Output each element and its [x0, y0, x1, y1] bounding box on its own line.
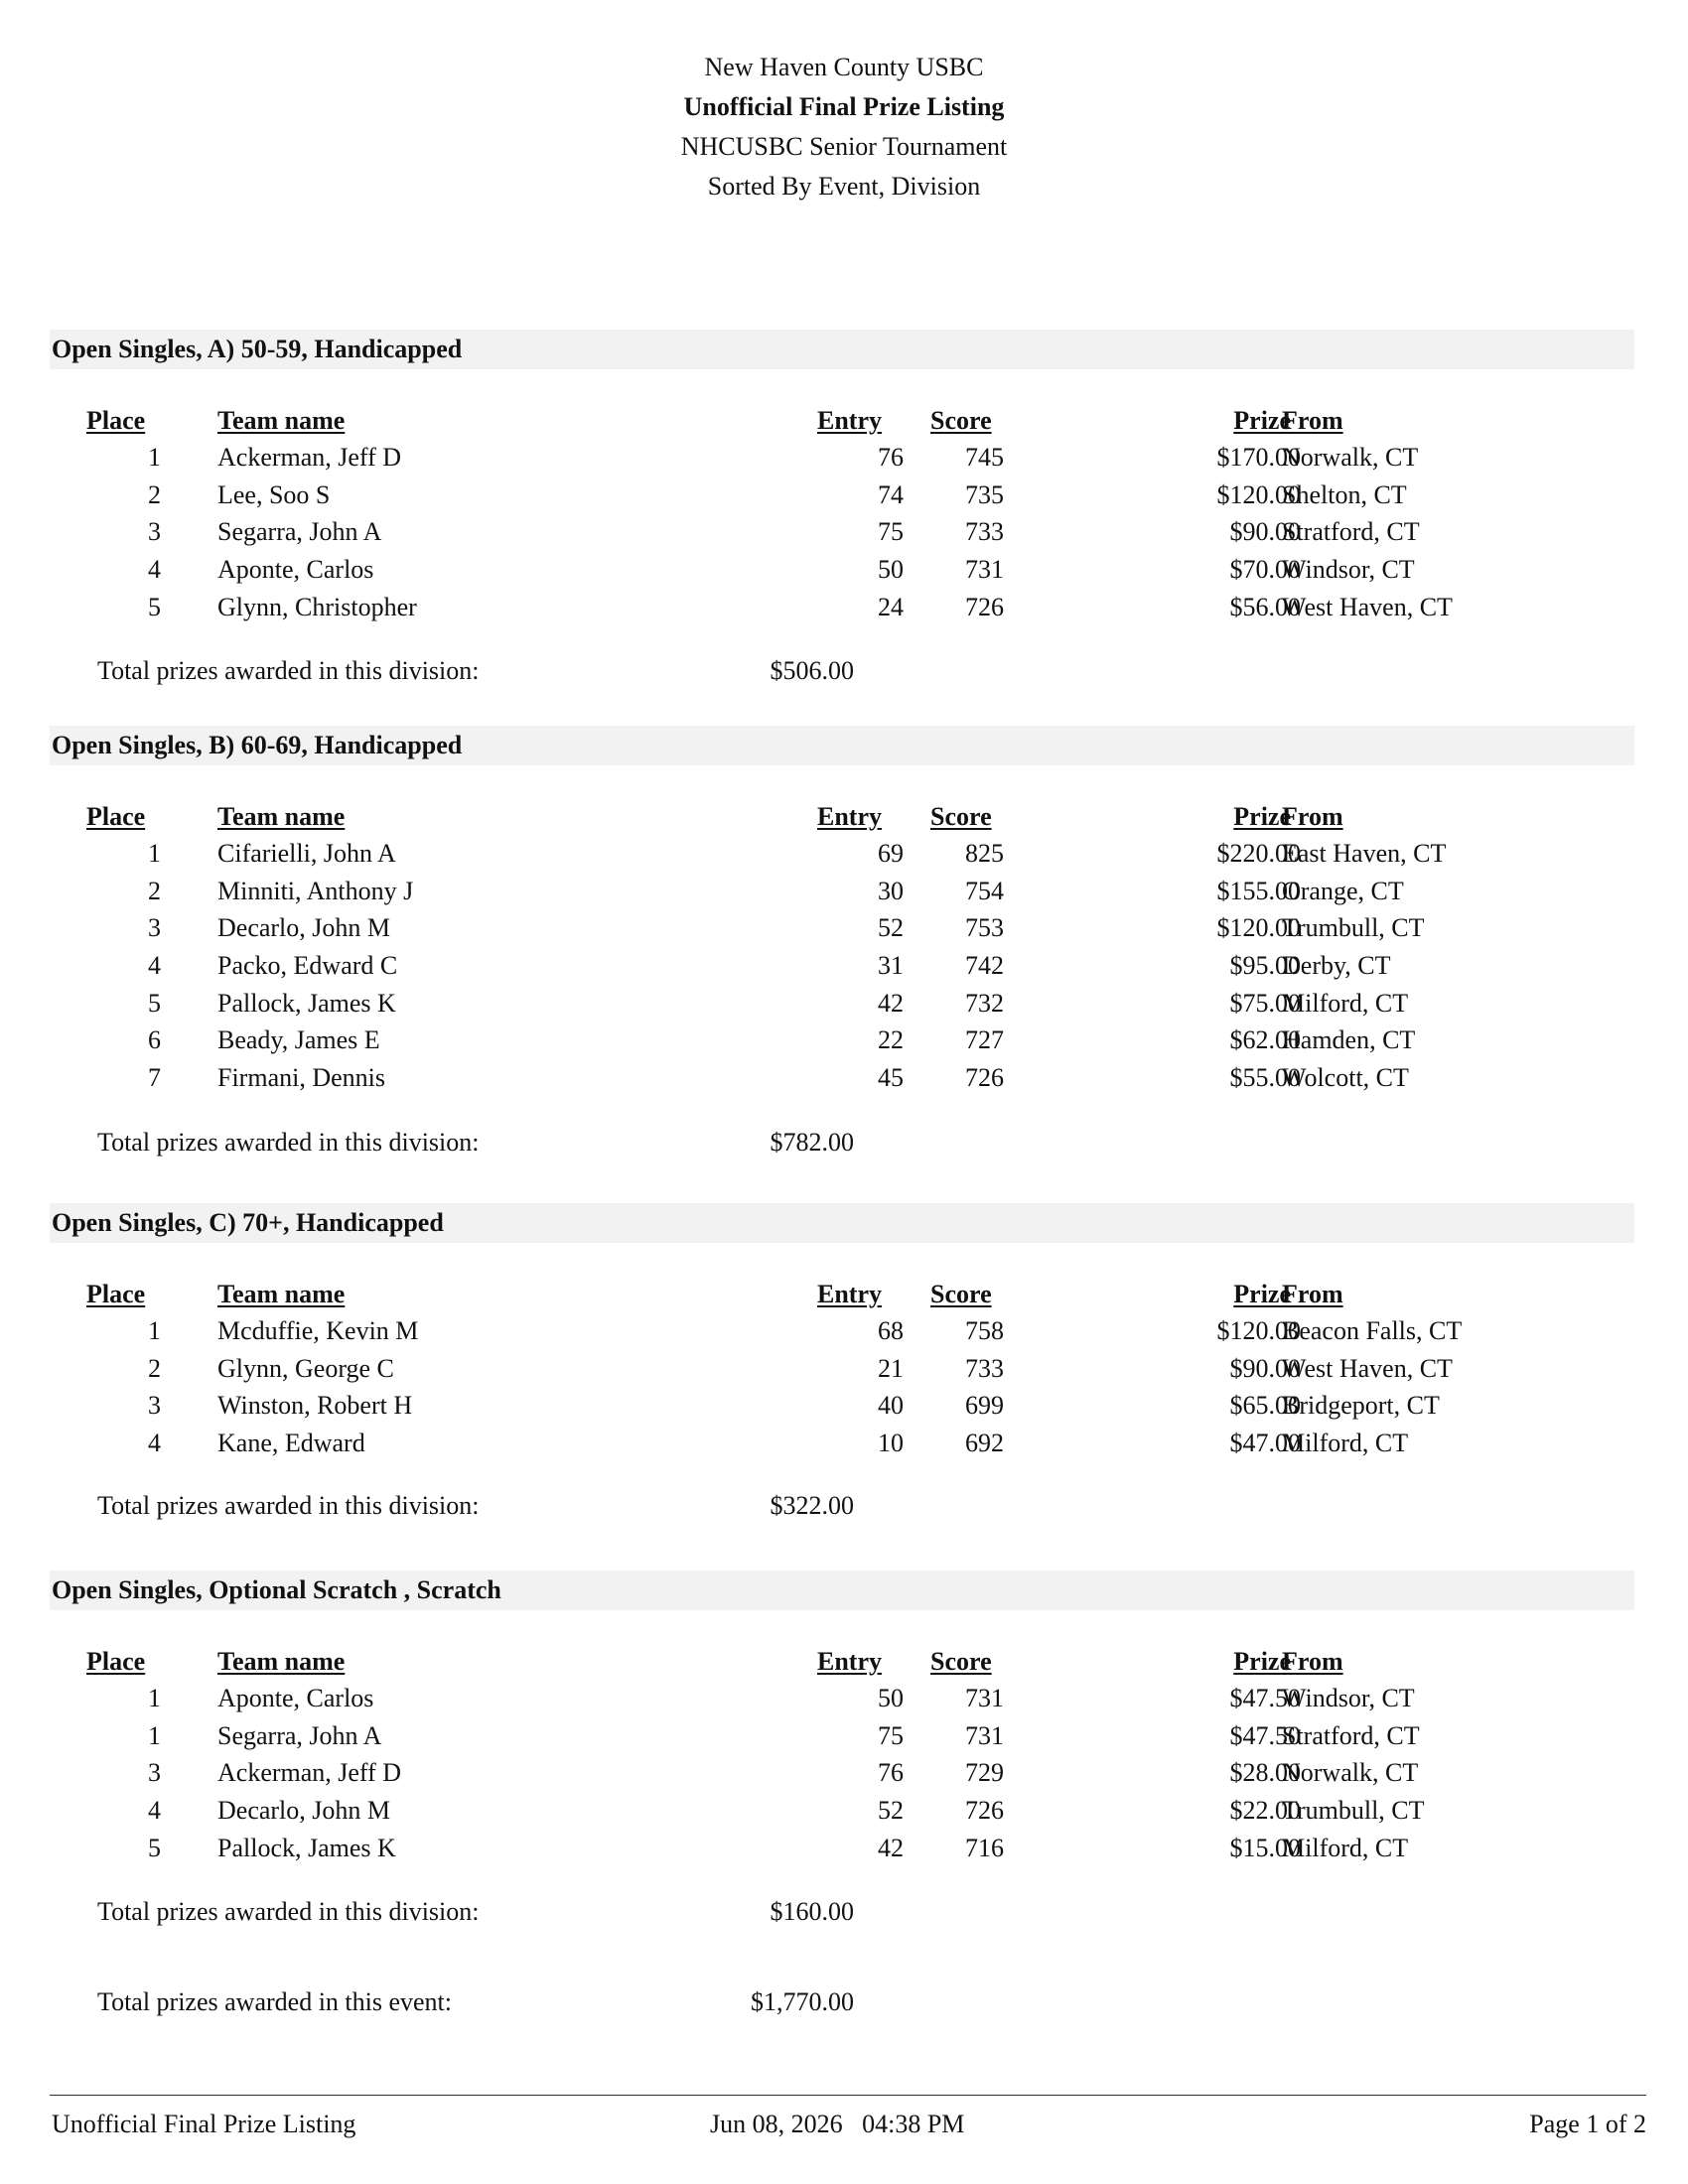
col-header-name: Team name	[217, 406, 346, 435]
name-cell: Glynn, George C	[217, 1353, 394, 1383]
prize-cell: $95.00	[1229, 951, 1301, 981]
prize-cell: $56.00	[1229, 592, 1301, 621]
place-cell: 4	[148, 1429, 161, 1458]
event-total-amount: $1,770.00	[751, 1987, 854, 2016]
result-row	[50, 1717, 1634, 1755]
prize-cell: $170.00	[1216, 443, 1301, 472]
col-header-prize: Prize	[1233, 406, 1291, 435]
score-cell: 745	[965, 443, 1004, 472]
place-cell: 4	[148, 1796, 161, 1826]
entry-cell: 22	[878, 1025, 904, 1055]
result-row	[50, 589, 1634, 626]
place-cell: 5	[148, 1833, 161, 1862]
prize-cell: $15.00	[1229, 1833, 1301, 1862]
from-cell: Milford, CT	[1282, 988, 1409, 1018]
from-cell: Windsor, CT	[1282, 1684, 1415, 1712]
result-row	[50, 947, 1634, 985]
score-cell: 726	[965, 592, 1004, 621]
division-total-amount: $782.00	[770, 1128, 854, 1157]
result-row	[50, 1059, 1634, 1097]
from-cell: Milford, CT	[1282, 1833, 1409, 1862]
result-rows	[50, 1312, 1634, 1462]
entry-cell: 24	[878, 592, 904, 621]
col-header-from: From	[1282, 802, 1343, 831]
from-cell: Wolcott, CT	[1282, 1063, 1409, 1093]
from-cell: Norwalk, CT	[1282, 1758, 1419, 1788]
prize-cell: $47.00	[1229, 1429, 1301, 1458]
col-header-prize: Prize	[1233, 802, 1291, 831]
division-section	[50, 1570, 1634, 1948]
entry-cell: 40	[878, 1391, 904, 1421]
division-total-amount: $322.00	[770, 1491, 854, 1520]
result-row	[50, 1830, 1634, 1867]
prize-cell: $62.00	[1229, 1025, 1301, 1055]
from-cell: Shelton, CT	[1282, 479, 1407, 509]
place-cell: 1	[148, 1316, 161, 1345]
place-cell: 4	[148, 555, 161, 585]
result-row	[50, 439, 1634, 477]
name-cell: Aponte, Carlos	[217, 1684, 374, 1712]
division-title: Open Singles, B) 60-69, Handicapped	[50, 726, 1634, 765]
place-cell: 2	[148, 876, 161, 905]
score-cell: 754	[965, 876, 1004, 905]
result-row	[50, 1680, 1634, 1717]
score-cell: 731	[965, 1684, 1004, 1712]
result-row	[50, 477, 1634, 514]
division-section	[50, 726, 1634, 1162]
place-cell: 2	[148, 1353, 161, 1383]
col-header-score: Score	[930, 406, 992, 435]
score-cell: 726	[965, 1796, 1004, 1826]
from-cell: Derby, CT	[1282, 951, 1391, 981]
division-total-label: Total prizes awarded in this division:	[97, 1491, 480, 1520]
place-cell: 1	[148, 1720, 161, 1750]
result-row	[50, 1425, 1634, 1462]
name-cell: Decarlo, John M	[217, 1796, 391, 1826]
place-cell: 3	[148, 517, 161, 547]
prize-cell: $120.00	[1216, 479, 1301, 509]
col-header-entry: Entry	[817, 1280, 882, 1308]
division-total-label: Total prizes awarded in this division:	[97, 1897, 480, 1926]
event-total-label: Total prizes awarded in this event:	[97, 1987, 453, 2016]
entry-cell: 69	[878, 839, 904, 868]
division-section	[50, 1203, 1634, 1541]
col-header-score: Score	[930, 802, 992, 831]
result-row	[50, 551, 1634, 589]
prize-cell: $70.00	[1229, 555, 1301, 585]
col-header-name: Team name	[217, 802, 346, 831]
name-cell: Ackerman, Jeff D	[217, 1758, 402, 1788]
result-row	[50, 873, 1634, 910]
col-header-prize: Prize	[1233, 1647, 1291, 1676]
place-cell: 3	[148, 913, 161, 943]
col-header-from: From	[1282, 1280, 1343, 1308]
prize-cell: $47.50	[1229, 1684, 1301, 1712]
from-cell: Trumbull, CT	[1282, 913, 1425, 943]
name-cell: Kane, Edward	[217, 1429, 365, 1458]
result-row	[50, 909, 1634, 947]
name-cell: Lee, Soo S	[217, 479, 331, 509]
score-cell: 733	[965, 1353, 1004, 1383]
score-cell: 729	[965, 1758, 1004, 1788]
prize-cell: $75.00	[1229, 988, 1301, 1018]
name-cell: Minniti, Anthony J	[217, 876, 414, 905]
col-header-place: Place	[86, 1280, 146, 1308]
from-cell: West Haven, CT	[1282, 592, 1453, 621]
from-cell: Trumbull, CT	[1282, 1796, 1425, 1826]
footer-page-number: Page 1 of 2	[1529, 2110, 1646, 2138]
name-cell: Glynn, Christopher	[217, 592, 417, 621]
name-cell: Pallock, James K	[217, 988, 396, 1018]
name-cell: Decarlo, John M	[217, 913, 391, 943]
score-cell: 735	[965, 479, 1004, 509]
name-cell: Firmani, Dennis	[217, 1063, 385, 1093]
entry-cell: 50	[878, 555, 904, 585]
entry-cell: 42	[878, 988, 904, 1018]
col-header-from: From	[1282, 1647, 1343, 1676]
place-cell: 5	[148, 988, 161, 1018]
entry-cell: 30	[878, 876, 904, 905]
place-cell: 6	[148, 1025, 161, 1055]
org-name: New Haven County USBC	[704, 53, 984, 81]
entry-cell: 68	[878, 1316, 904, 1345]
result-row	[50, 513, 1634, 551]
prize-cell: $220.00	[1216, 839, 1301, 868]
place-cell: 1	[148, 839, 161, 868]
col-header-from: From	[1282, 406, 1343, 435]
from-cell: Hamden, CT	[1282, 1025, 1416, 1055]
score-cell: 727	[965, 1025, 1004, 1055]
name-cell: Ackerman, Jeff D	[217, 443, 402, 472]
division-total	[50, 1488, 1634, 1524]
col-header-prize: Prize	[1233, 1280, 1291, 1308]
score-cell: 733	[965, 517, 1004, 547]
entry-cell: 75	[878, 517, 904, 547]
from-cell: West Haven, CT	[1282, 1353, 1453, 1383]
col-header-place: Place	[86, 1647, 146, 1676]
column-headers	[50, 1644, 1634, 1680]
division-total	[50, 1125, 1634, 1160]
score-cell: 699	[965, 1391, 1004, 1421]
score-cell: 692	[965, 1429, 1004, 1458]
division-total-label: Total prizes awarded in this division:	[97, 656, 480, 685]
name-cell: Segarra, John A	[217, 517, 382, 547]
name-cell: Cifarielli, John A	[217, 839, 396, 868]
score-cell: 731	[965, 1720, 1004, 1750]
footer-timestamp: Jun 08, 2026 04:38 PM	[710, 2110, 965, 2138]
prize-cell: $120.00	[1216, 1316, 1301, 1345]
division-total-amount: $506.00	[770, 656, 854, 685]
result-row	[50, 1387, 1634, 1425]
entry-cell: 45	[878, 1063, 904, 1093]
footer-divider	[50, 2095, 1646, 2096]
report-header	[0, 48, 1688, 206]
result-row	[50, 1792, 1634, 1830]
sort-description: Sorted By Event, Division	[707, 172, 981, 201]
prize-cell: $90.00	[1229, 1353, 1301, 1383]
place-cell: 2	[148, 479, 161, 509]
from-cell: Beacon Falls, CT	[1282, 1316, 1463, 1345]
result-row	[50, 1350, 1634, 1388]
prize-cell: $55.00	[1229, 1063, 1301, 1093]
place-cell: 7	[148, 1063, 161, 1093]
place-cell: 3	[148, 1391, 161, 1421]
score-cell: 825	[965, 839, 1004, 868]
from-cell: Orange, CT	[1282, 876, 1404, 905]
score-cell: 732	[965, 988, 1004, 1018]
col-header-score: Score	[930, 1647, 992, 1676]
prize-cell: $155.00	[1216, 876, 1301, 905]
from-cell: Milford, CT	[1282, 1429, 1409, 1458]
division-title: Open Singles, C) 70+, Handicapped	[50, 1203, 1634, 1243]
col-header-score: Score	[930, 1280, 992, 1308]
from-cell: Norwalk, CT	[1282, 443, 1419, 472]
place-cell: 3	[148, 1758, 161, 1788]
entry-cell: 52	[878, 1796, 904, 1826]
entry-cell: 76	[878, 1758, 904, 1788]
result-row	[50, 1022, 1634, 1059]
col-header-entry: Entry	[817, 802, 882, 831]
report-title: Unofficial Final Prize Listing	[683, 92, 1005, 121]
result-rows	[50, 835, 1634, 1097]
column-headers	[50, 799, 1634, 835]
result-rows	[50, 1680, 1634, 1866]
prize-cell: $28.00	[1229, 1758, 1301, 1788]
prize-cell: $22.00	[1229, 1796, 1301, 1826]
place-cell: 1	[148, 443, 161, 472]
name-cell: Mcduffie, Kevin M	[217, 1316, 419, 1345]
name-cell: Pallock, James K	[217, 1833, 396, 1862]
col-header-name: Team name	[217, 1280, 346, 1308]
division-section	[50, 330, 1634, 707]
col-header-entry: Entry	[817, 1647, 882, 1676]
entry-cell: 42	[878, 1833, 904, 1862]
place-cell: 4	[148, 951, 161, 981]
entry-cell: 75	[878, 1720, 904, 1750]
name-cell: Segarra, John A	[217, 1720, 382, 1750]
footer-report-name: Unofficial Final Prize Listing	[52, 2110, 356, 2138]
score-cell: 731	[965, 555, 1004, 585]
division-total	[50, 653, 1634, 689]
place-cell: 5	[148, 592, 161, 621]
col-header-place: Place	[86, 802, 146, 831]
name-cell: Winston, Robert H	[217, 1391, 413, 1421]
result-row	[50, 985, 1634, 1023]
score-cell: 742	[965, 951, 1004, 981]
entry-cell: 10	[878, 1429, 904, 1458]
division-title: Open Singles, Optional Scratch , Scratch	[50, 1570, 1634, 1610]
tournament-name: NHCUSBC Senior Tournament	[680, 132, 1008, 161]
score-cell: 716	[965, 1833, 1004, 1862]
col-header-place: Place	[86, 406, 146, 435]
entry-cell: 74	[878, 479, 904, 509]
name-cell: Packo, Edward C	[217, 951, 398, 981]
from-cell: Stratford, CT	[1282, 1720, 1420, 1750]
entry-cell: 76	[878, 443, 904, 472]
column-headers	[50, 1277, 1634, 1312]
result-row	[50, 1754, 1634, 1792]
entry-cell: 21	[878, 1353, 904, 1383]
from-cell: Stratford, CT	[1282, 517, 1420, 547]
score-cell: 726	[965, 1063, 1004, 1093]
result-row	[50, 1312, 1634, 1350]
score-cell: 758	[965, 1316, 1004, 1345]
entry-cell: 50	[878, 1684, 904, 1712]
from-cell: Windsor, CT	[1282, 555, 1415, 585]
name-cell: Beady, James E	[217, 1025, 380, 1055]
entry-cell: 31	[878, 951, 904, 981]
division-total-amount: $160.00	[770, 1897, 854, 1926]
event-total	[50, 1984, 1634, 2020]
prize-cell: $47.50	[1229, 1720, 1301, 1750]
prize-cell: $65.00	[1229, 1391, 1301, 1421]
name-cell: Aponte, Carlos	[217, 555, 374, 585]
col-header-entry: Entry	[817, 406, 882, 435]
division-total-label: Total prizes awarded in this division:	[97, 1128, 480, 1157]
prize-cell: $90.00	[1229, 517, 1301, 547]
result-rows	[50, 439, 1634, 625]
page-footer	[50, 2107, 1646, 2142]
from-cell: East Haven, CT	[1282, 839, 1447, 868]
from-cell: Bridgeport, CT	[1282, 1391, 1440, 1421]
prize-cell: $120.00	[1216, 913, 1301, 943]
result-row	[50, 835, 1634, 873]
entry-cell: 52	[878, 913, 904, 943]
place-cell: 1	[148, 1684, 161, 1712]
division-total	[50, 1894, 1634, 1930]
score-cell: 753	[965, 913, 1004, 943]
division-title: Open Singles, A) 50-59, Handicapped	[50, 330, 1634, 369]
col-header-name: Team name	[217, 1647, 346, 1676]
column-headers	[50, 403, 1634, 439]
